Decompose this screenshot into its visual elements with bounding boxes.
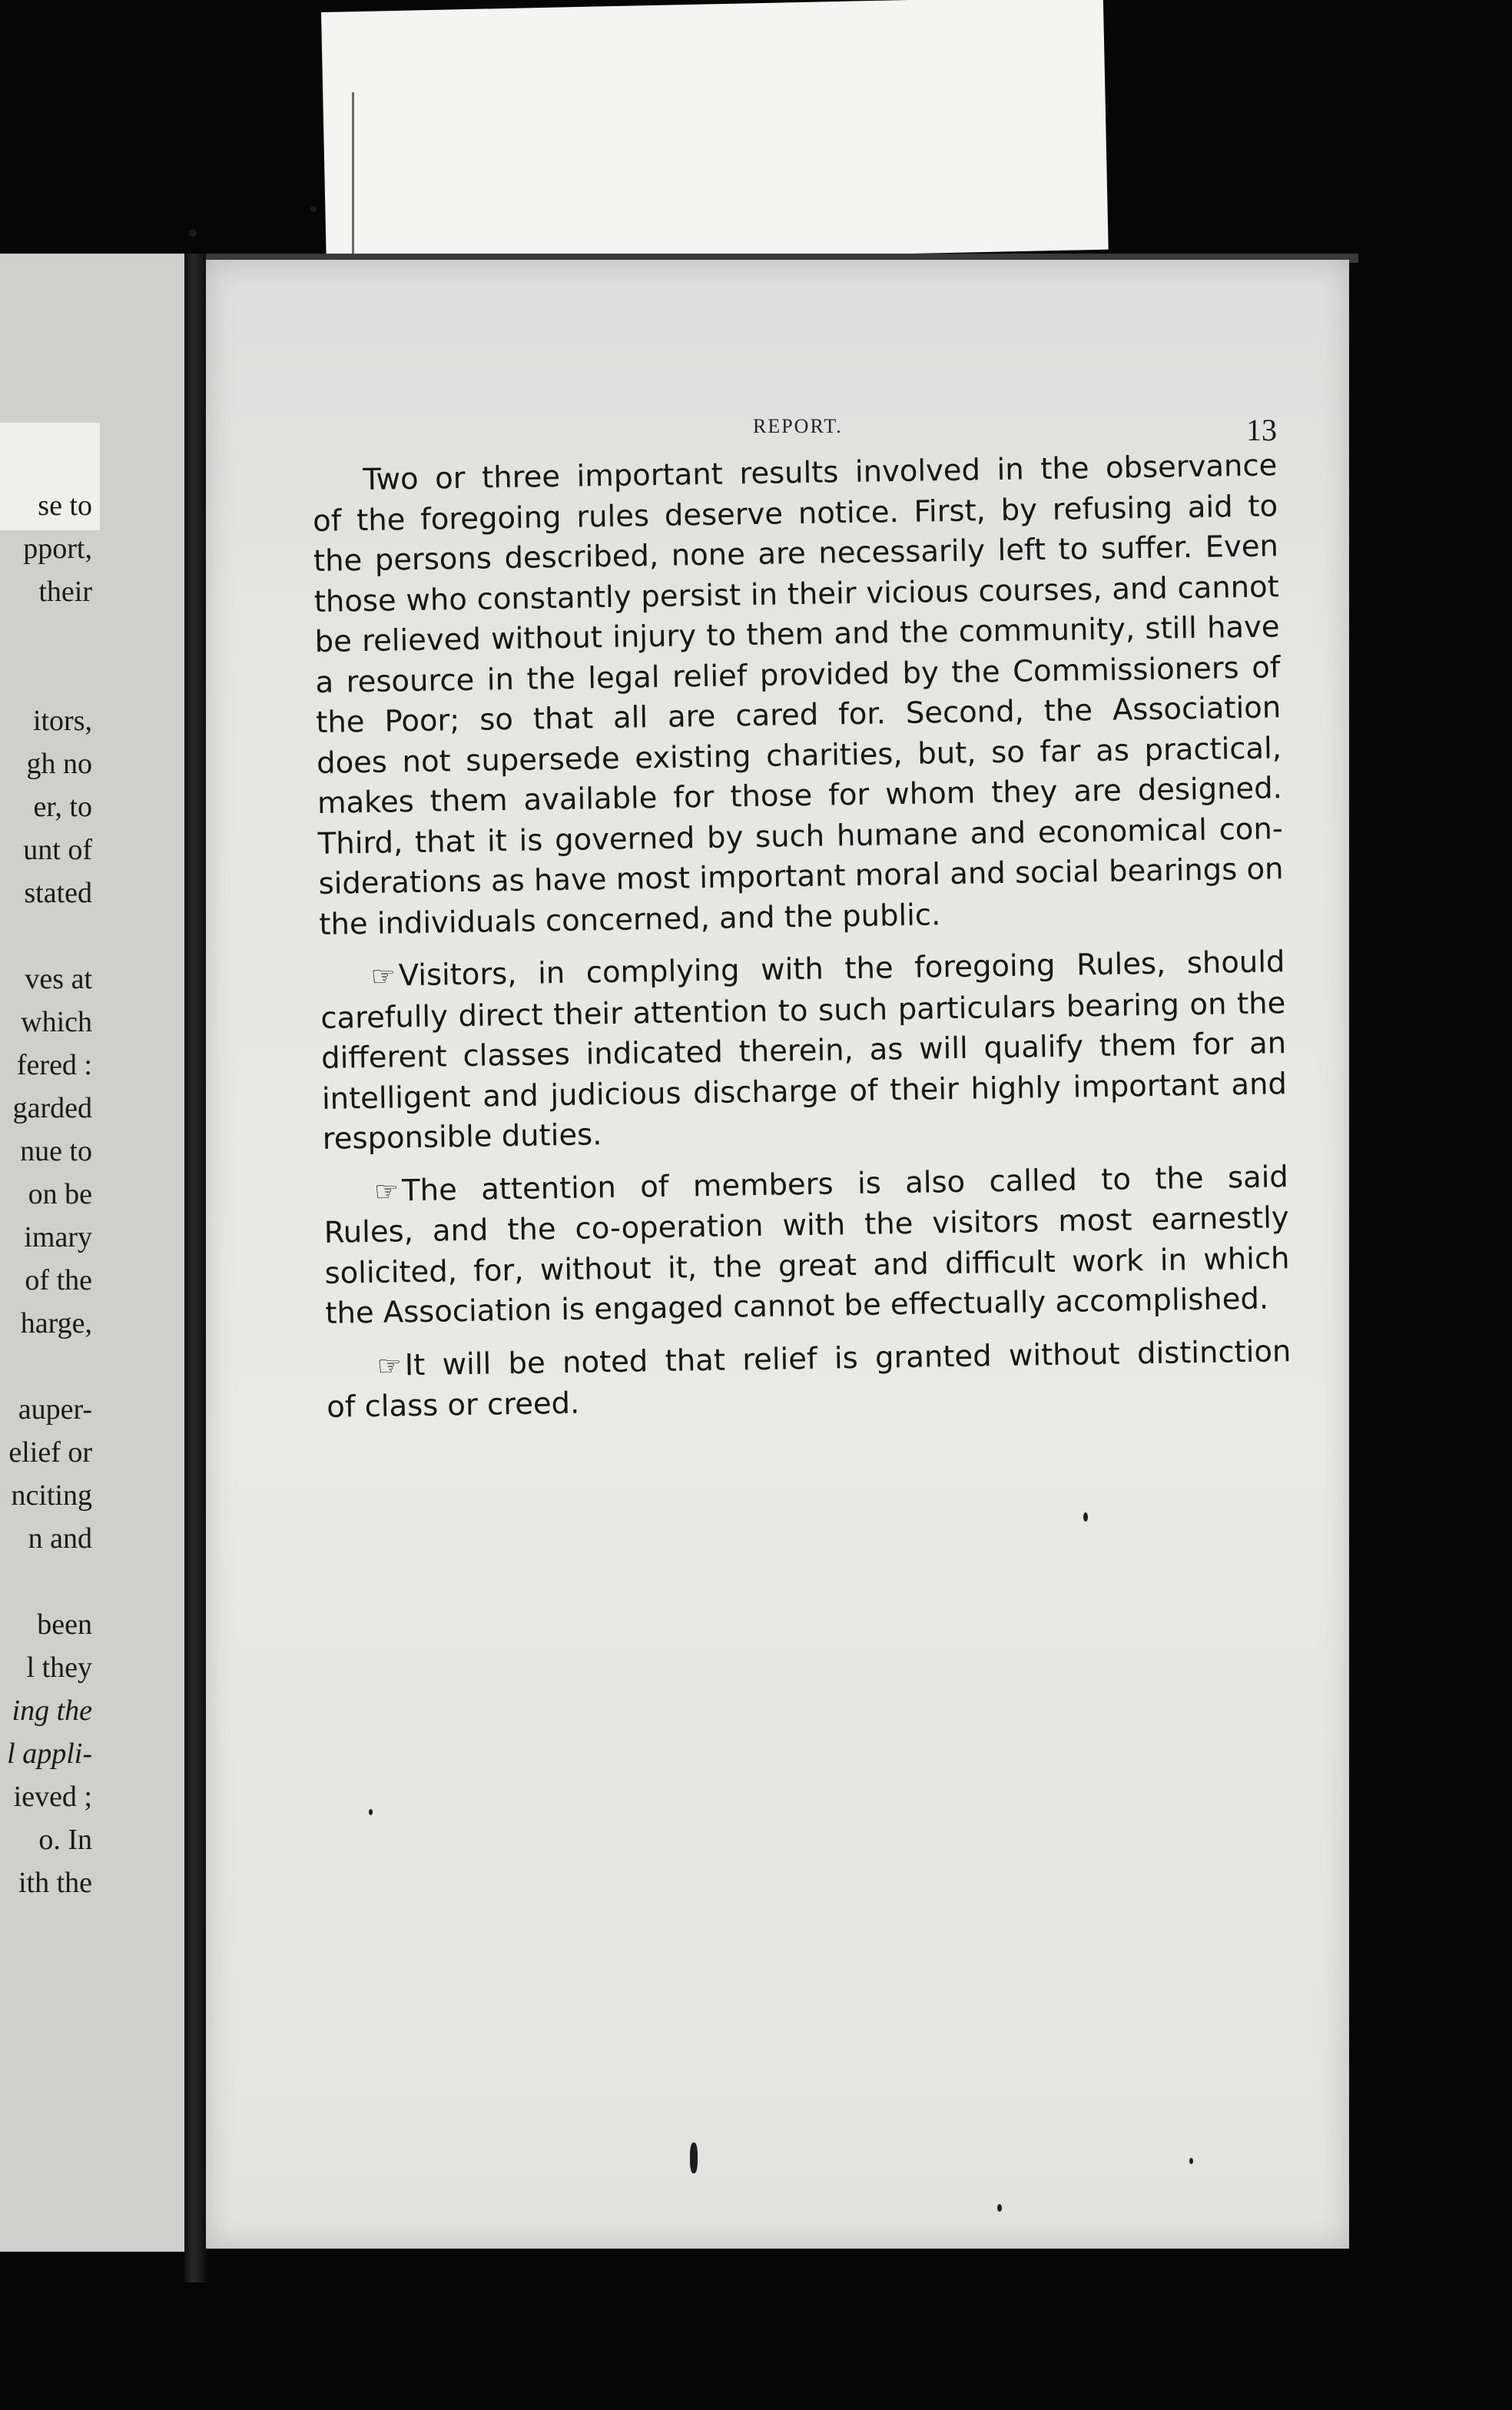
previous-page-line: ith the	[18, 1867, 92, 1899]
previous-page-line: auper-	[18, 1393, 92, 1426]
previous-page-line: o. In	[38, 1824, 92, 1856]
previous-page-line	[0, 656, 92, 699]
ink-speck	[690, 2143, 698, 2173]
text-line-content: the Association is engaged cannot be effectually accomplished.	[325, 1281, 1269, 1331]
previous-page-text	[0, 484, 92, 1904]
previous-page-line: unt of	[23, 834, 92, 866]
text-line-content: makes them available for those for whom they are designed.	[317, 771, 1283, 821]
paper-slip-fold	[352, 92, 354, 261]
text-line-content: solicited, for, without it, the great and difficult work in which	[324, 1240, 1290, 1291]
previous-page-line: itors,	[32, 705, 92, 737]
previous-page-line: their	[38, 576, 92, 608]
page-body	[312, 446, 1292, 1440]
previous-page-line: n and	[28, 1522, 92, 1555]
previous-page-line	[0, 1560, 92, 1603]
current-page	[206, 260, 1349, 2249]
previous-page-line: ves at	[25, 963, 92, 995]
text-line-content: Third, that it is governed by such humane and economical con-	[317, 811, 1284, 861]
ink-speck	[997, 2204, 1002, 2212]
previous-page-line: ieved ;	[13, 1781, 92, 1813]
text-line-content: the persons described, none are necessarily left to suffer. Even	[313, 529, 1279, 579]
previous-page-line: garded	[12, 1092, 92, 1124]
text-line-content: Visitors, in complying with the foregoing Rules, should	[398, 944, 1285, 994]
pointing-hand-icon: ☞	[376, 1349, 403, 1383]
previous-page-line: elief or	[8, 1436, 92, 1469]
text-line-content: intelligent and judicious discharge of their highly important and	[321, 1066, 1288, 1117]
text-line-content: siderations as have most important moral and social bearings on	[318, 851, 1284, 901]
text-line-content: of the foregoing rules deserve notice. First, by refusing aid to	[312, 488, 1278, 539]
text-line-content: Rules, and the co-operation with the visitors most earnestly	[323, 1200, 1289, 1250]
text-line-content: be relieved without injury to them and the community, still have	[314, 609, 1280, 659]
paper-slip	[321, 0, 1109, 266]
previous-page-line: been	[37, 1608, 92, 1641]
previous-page-line: l they	[26, 1651, 92, 1684]
text-line-content: responsible duties.	[322, 1117, 602, 1157]
previous-page-line: imary	[24, 1221, 92, 1253]
pointing-hand-icon: ☞	[370, 961, 396, 993]
previous-page-line: of the	[25, 1264, 92, 1296]
previous-page-line: stated	[24, 877, 92, 909]
text-line-content: It will be noted that relief is granted without distinction	[404, 1333, 1292, 1383]
text-line-content: those who constantly persist in their vicious courses, and cannot	[313, 569, 1280, 619]
paragraph	[323, 1157, 1291, 1335]
previous-page-line: harge,	[20, 1307, 92, 1339]
page-number: 13	[1246, 413, 1277, 447]
text-line-content: a resource in the legal relief provided by the Commissioners of	[315, 649, 1281, 700]
text-line-content: carefully direct their attention to such particulars bearing on the	[320, 985, 1286, 1036]
pointing-hand-icon: ☞	[373, 1175, 400, 1208]
text-line-content: of class or creed.	[326, 1386, 580, 1425]
paragraph	[320, 942, 1288, 1160]
previous-page-line: gh no	[26, 748, 92, 780]
previous-page-line: nue to	[20, 1135, 92, 1167]
previous-page-line: er, to	[33, 791, 92, 823]
text-line-content: Two or three important results involved in the observance	[363, 448, 1278, 497]
page-header	[206, 404, 1349, 450]
running-head: REPORT.	[753, 415, 843, 437]
ink-speck	[189, 229, 197, 237]
previous-page-line: se to	[38, 490, 92, 522]
ink-speck	[1189, 2158, 1193, 2164]
previous-page-line	[0, 915, 92, 958]
text-line-content: does not supersede existing charities, but, so far as practical,	[316, 730, 1282, 781]
book-gutter	[184, 254, 207, 2282]
previous-page-line: pport,	[23, 533, 92, 565]
previous-page-line: which	[21, 1006, 92, 1038]
previous-page-line: fered :	[16, 1049, 92, 1081]
previous-page-line	[0, 1345, 92, 1388]
previous-page-line	[0, 613, 92, 656]
paragraph	[326, 1332, 1292, 1429]
text-line-content: the individuals concerned, and the public.	[319, 897, 941, 942]
previous-page	[0, 254, 192, 2252]
paragraph	[312, 446, 1285, 945]
ink-speck	[369, 1809, 373, 1815]
ink-speck	[310, 206, 317, 212]
ink-speck	[1083, 1512, 1088, 1522]
previous-page-line: nciting	[11, 1479, 92, 1512]
previous-page-line: l appli-	[7, 1738, 92, 1770]
previous-page-line: on be	[28, 1178, 92, 1210]
previous-page-line: ing the	[12, 1695, 92, 1727]
text-line-content: different classes indicated therein, as will qualify them for an	[320, 1026, 1287, 1076]
text-line-content: The attention of members is also called to the said	[401, 1159, 1289, 1208]
text-line-content: the Poor; so that all are cared for. Second, the Association	[315, 690, 1282, 740]
